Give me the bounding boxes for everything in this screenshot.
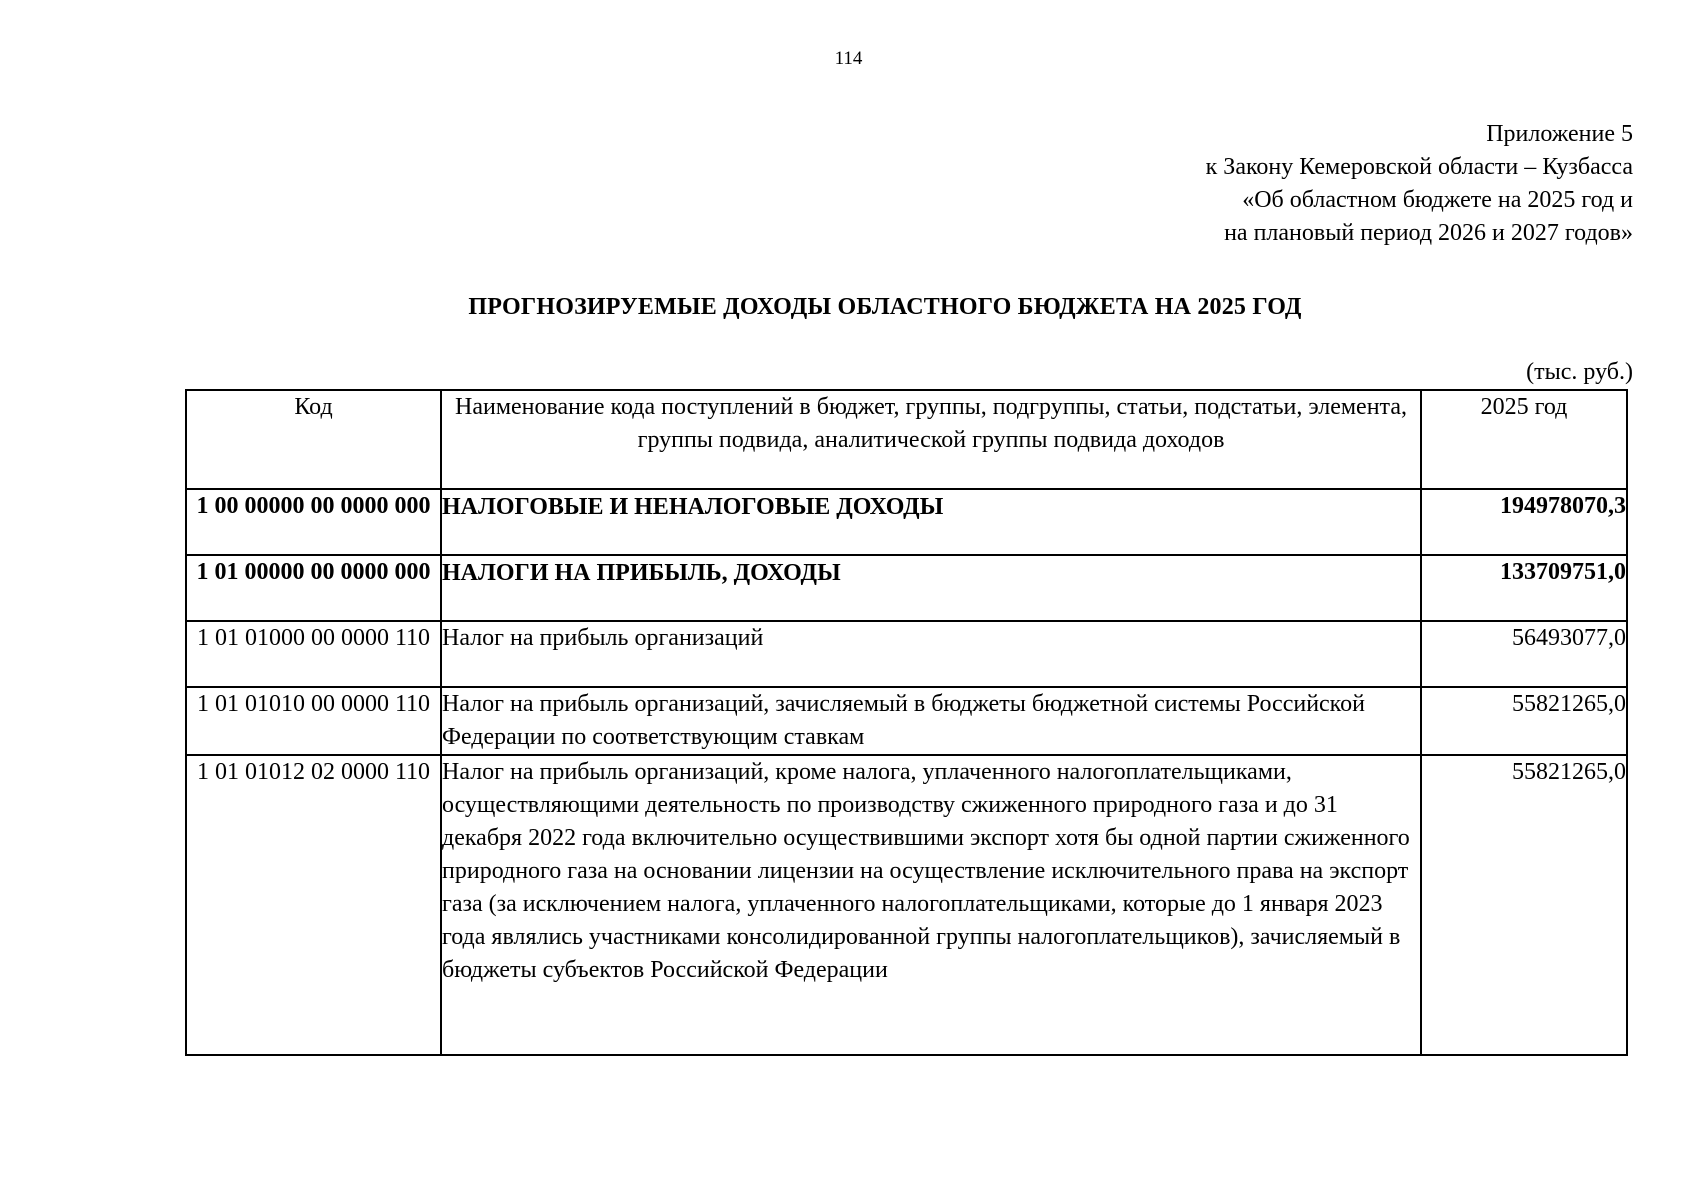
appendix-reference — [933, 118, 1633, 250]
row-value: 133709751,0 — [1421, 555, 1627, 621]
row-value: 194978070,3 — [1421, 489, 1627, 555]
row-code: 1 01 00000 00 0000 000 — [186, 555, 441, 621]
row-code: 1 01 01010 00 0000 110 — [186, 687, 441, 755]
row-code: 1 01 01012 02 0000 110 — [186, 755, 441, 1055]
appendix-line-4: на плановый период 2026 и 2027 годов» — [1224, 220, 1633, 246]
page-number: 114 — [834, 48, 863, 69]
row-value: 56493077,0 — [1421, 621, 1627, 687]
header-year: 2025 год — [1421, 390, 1627, 489]
units-label: (тыс. руб.) — [1526, 359, 1633, 385]
row-name: Налог на прибыль организаций, зачисляемый в бюджеты бюджетной системы Российской Федерации по соответствующим ставкам — [441, 687, 1421, 755]
table-row — [186, 755, 1627, 1055]
row-value: 55821265,0 — [1421, 687, 1627, 755]
table-header-row — [186, 390, 1627, 489]
row-name: Налог на прибыль организаций — [441, 621, 1421, 687]
row-name: Налог на прибыль организаций, кроме налога, уплаченного налогоплательщиками, осуществляющими деятельность по производству сжиженного природного газа и до 31 декабря 2022 года включительно осуществившими экспорт хотя бы одной партии сжиженного природного газа на основании лицензии на осуществление исключительного права на экспорт газа (за исключением налога, уплаченного налогоплательщиками, которые до 1 января 2023 года являлись участниками консолидированной группы налогоплательщиков), зачисляемый в бюджеты субъектов Российской Федерации — [441, 755, 1421, 1055]
document-title: ПРОГНОЗИРУЕМЫЕ ДОХОДЫ ОБЛАСТНОГО БЮДЖЕТА НА 2025 ГОД — [468, 294, 1302, 320]
table-row — [186, 621, 1627, 687]
row-value: 55821265,0 — [1421, 755, 1627, 1055]
revenue-table — [185, 389, 1628, 1056]
row-code: 1 00 00000 00 0000 000 — [186, 489, 441, 555]
row-name: НАЛОГОВЫЕ И НЕНАЛОГОВЫЕ ДОХОДЫ — [441, 489, 1421, 555]
appendix-line-2: к Закону Кемеровской области – Кузбасса — [1205, 154, 1633, 180]
appendix-line-3: «Об областном бюджете на 2025 год и — [1242, 187, 1633, 213]
row-code: 1 01 01000 00 0000 110 — [186, 621, 441, 687]
header-code: Код — [186, 390, 441, 489]
row-name: НАЛОГИ НА ПРИБЫЛЬ, ДОХОДЫ — [441, 555, 1421, 621]
appendix-line-1: Приложение 5 — [1486, 121, 1633, 147]
table-row — [186, 687, 1627, 755]
table-row — [186, 489, 1627, 555]
table-row — [186, 555, 1627, 621]
header-name: Наименование кода поступлений в бюджет, группы, подгруппы, статьи, подстатьи, элемента, группы подвида, аналитической группы подвида доходов — [441, 390, 1421, 489]
